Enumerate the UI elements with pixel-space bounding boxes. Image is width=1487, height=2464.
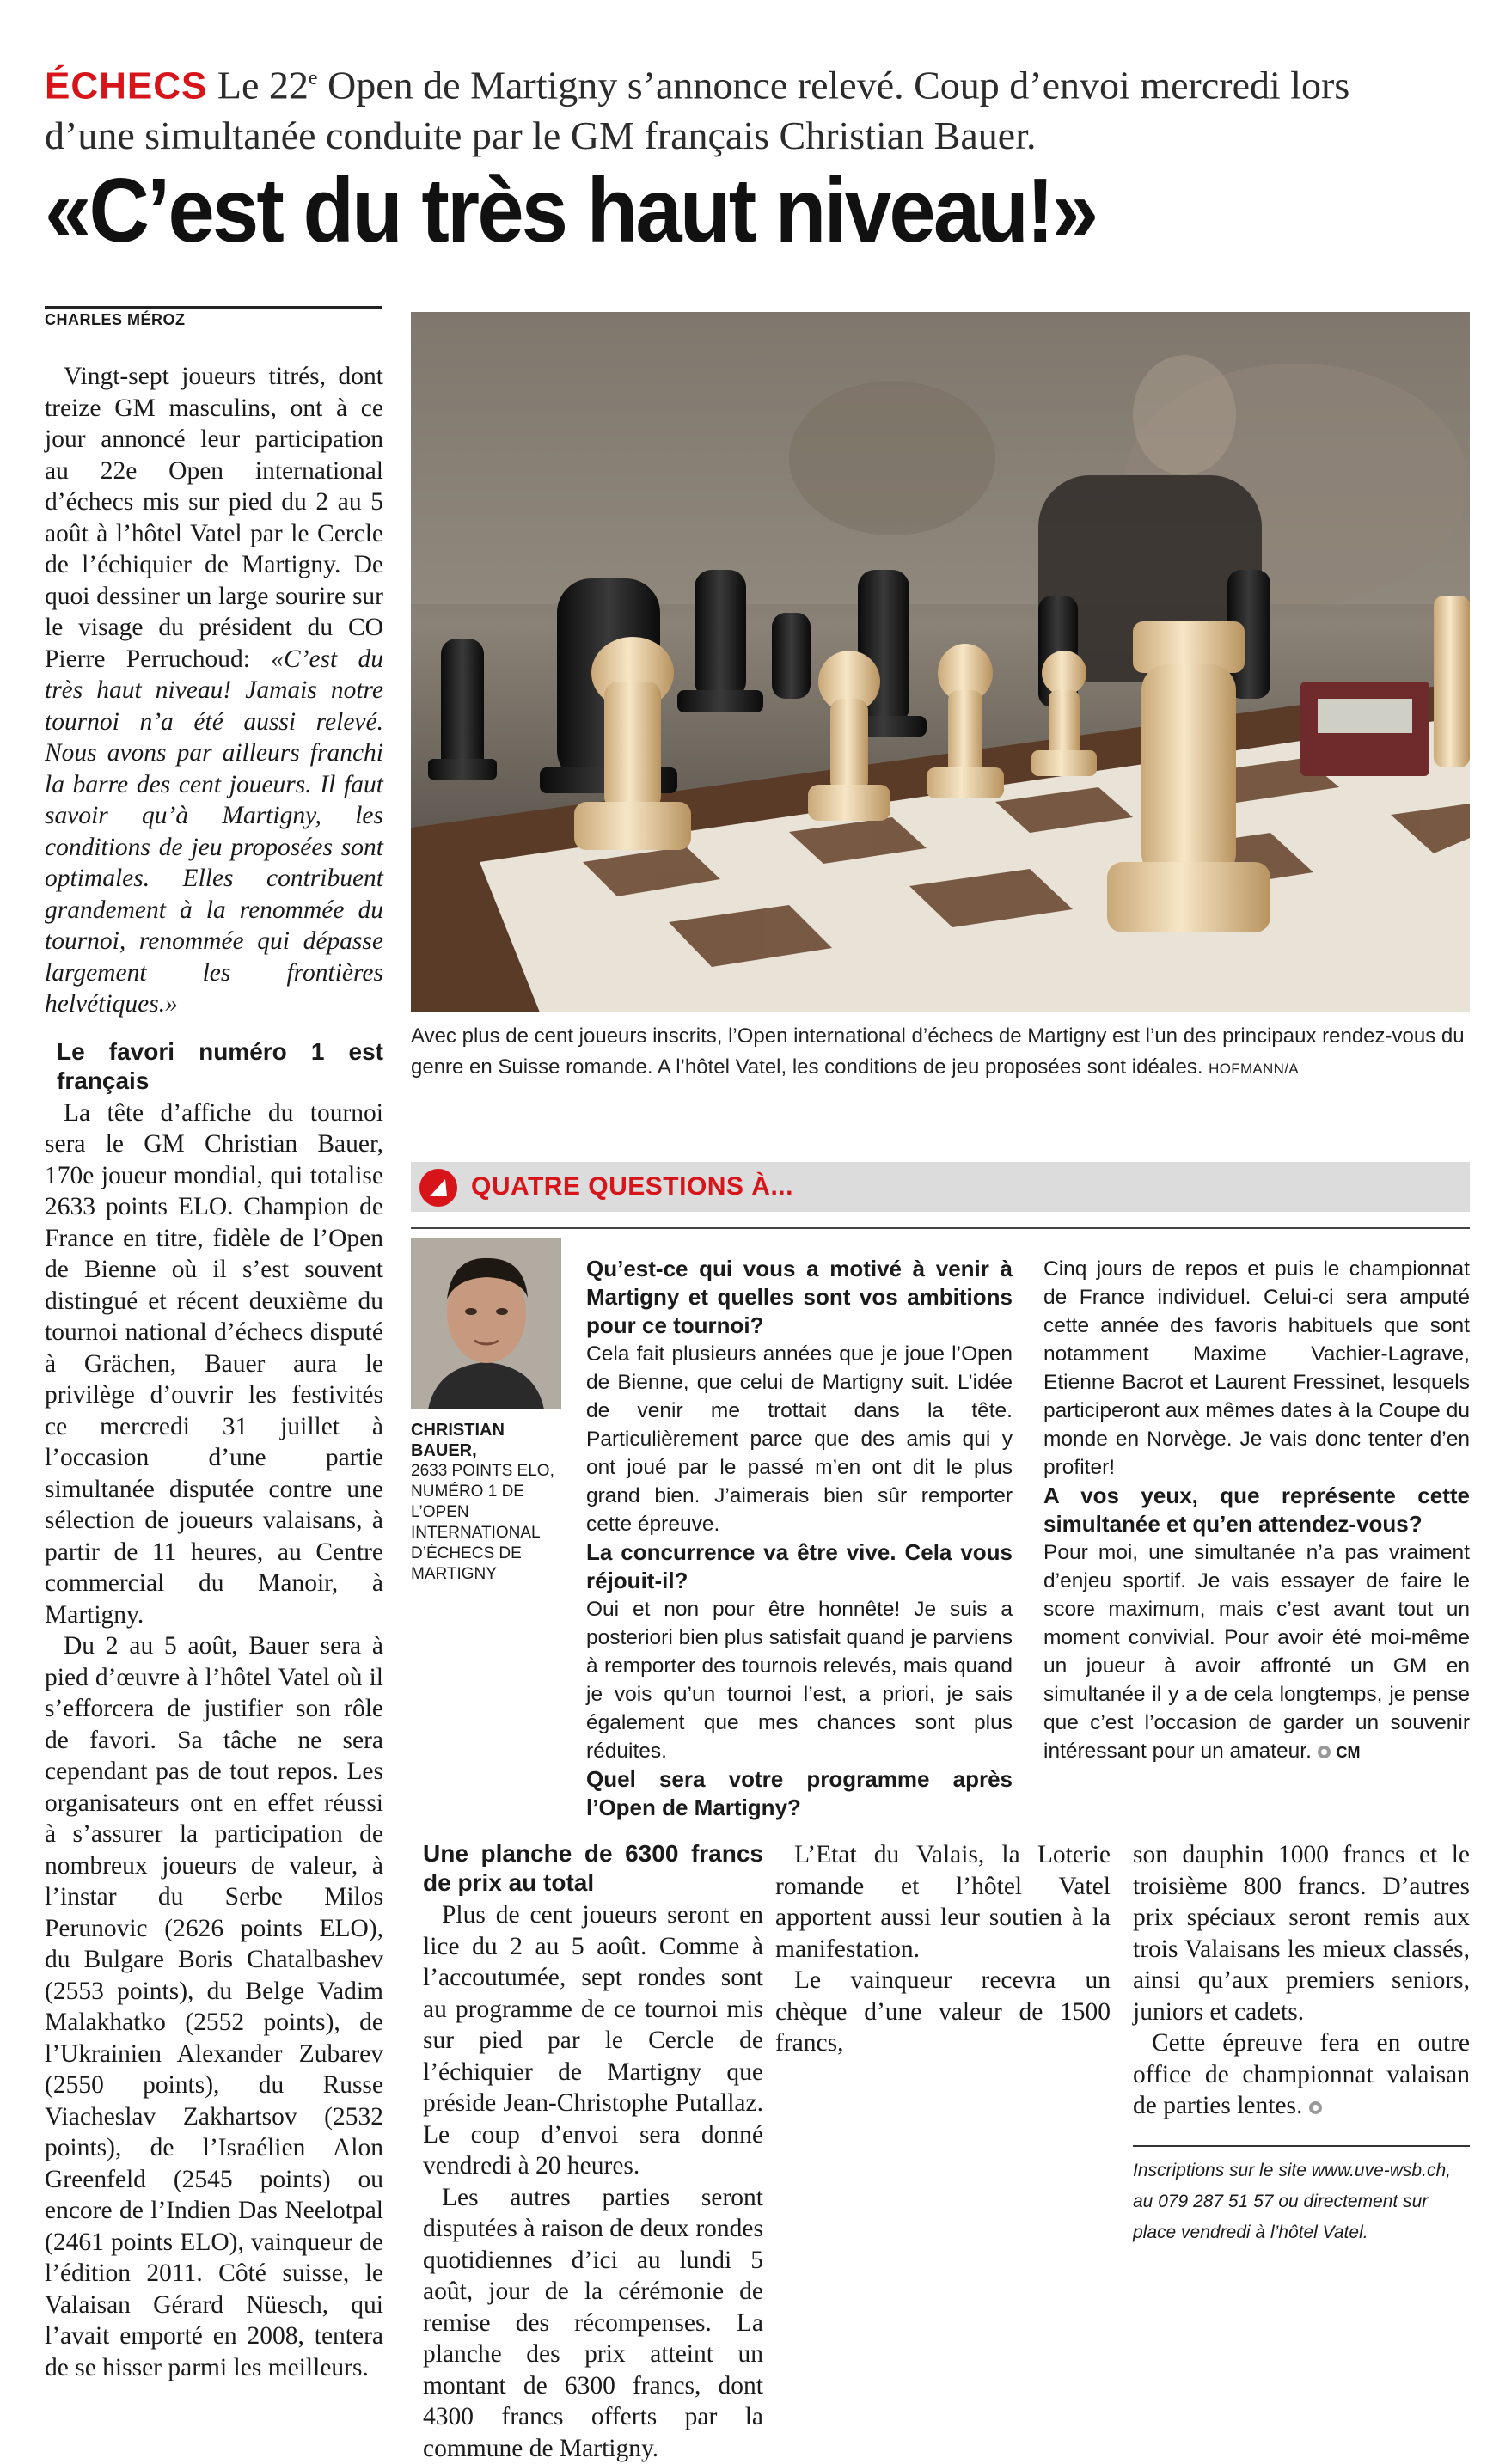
kicker-superscript: e bbox=[309, 67, 318, 89]
kicker-text: Le 22 bbox=[217, 63, 309, 107]
subhead-favori: Le favori numéro 1 est français bbox=[57, 1037, 383, 1096]
headline: «C’est du très haut niveau!» bbox=[45, 155, 1334, 266]
person-description: 2633 POINTS ELO, NUMÉRO 1 DE L’OPEN INTERNATIONAL D’ÉCHECS DE MARTIGNY bbox=[411, 1461, 557, 1585]
interview-rule bbox=[411, 1227, 1470, 1229]
bottom-column-1 bbox=[423, 1839, 763, 2464]
question-3: Quel sera votre programme après l’Open de Martigny? bbox=[586, 1765, 1013, 1822]
photo-caption bbox=[411, 1021, 1470, 1085]
bottom-column-2 bbox=[775, 1839, 1111, 2059]
info-rule bbox=[1133, 2145, 1470, 2147]
question-1: Qu’est-ce qui vous a motivé à venir à Martigny et quelles sont vos ambitions pour ce tournoi? bbox=[586, 1255, 1013, 1340]
bottom-column-3 bbox=[1133, 1839, 1470, 2122]
intro-paragraph bbox=[45, 361, 383, 1020]
paragraph-parties: Les autres parties seront disputées à raison de deux rondes quotidiennes d’ici au lundi 5 août, jour de la cérémonie de remise des récompenses. La planche des prix atteint un montant de 6300 francs, dont 4300 francs offerts par la commune de Martigny. bbox=[423, 2182, 763, 2464]
author-rule bbox=[45, 306, 382, 309]
answer-3: Cinq jours de repos et puis le championnat de France individuel. Celui-ci sera amputé cette année des favoris habituels que sont notamment Maxime Vachier-Lagrave, Etienne Bacrot et Laurent Fressinet, lesquels participeront aux mêmes dates à la Coupe du monde en Norvège. Je vais donc tenter d’en profiter! bbox=[1043, 1255, 1470, 1482]
photo-credit: HOFMANN/A bbox=[1209, 1061, 1299, 1077]
interview-title: QUATRE QUESTIONS À... bbox=[471, 1172, 793, 1201]
kicker bbox=[45, 53, 1446, 161]
question-2: La concurrence va être vive. Cela vous réjouit-il? bbox=[586, 1538, 1013, 1595]
subhead-planche: Une planche de 6300 francs de prix au total bbox=[423, 1839, 763, 1898]
answer-4-block bbox=[1043, 1538, 1470, 1767]
answer-2: Oui et non pour être honnête! Je suis a posteriori bien plus satisfait quand je parviens à remporter des tournois relevés, mais quand je vois qu’un tournoi l’est, a priori, je sais également que mes chances sont plus réduites. bbox=[586, 1595, 1013, 1765]
paragraph-participants: Du 2 au 5 août, Bauer sera à pied d’œuvre à l’hôtel Vatel où il s’efforcera de justifier son rôle de favori. Sa tâche ne sera cependant pas de tout repos. Les organisateurs ont en effet réussi à s’assurer la participation de nombreux joueurs de valeur, à l’instar du Serbe Milos Perunovic (2626 points ELO), du Bulgare Boris Chatalbashev (2553 points), du Belge Vadim Malakhatko (2552 points), de l’Ukrainien Alexander Zubarev (2550 points), du Russe Viacheslav Zakhartsov (2532 points), de l’Israélien Alon Greenfeld (2545 points) ou encore de l’Indien Das Neelotpal (2461 points ELO), vainqueur de l’édition 2011. Côté suisse, le Valaisan Gérard Nüesch, qui l’avait emporté en 2008, tentera de se hisser parmi les meilleurs. bbox=[45, 1630, 383, 2383]
rubric-label: ÉCHECS bbox=[45, 64, 207, 107]
chess-photo-image bbox=[411, 312, 1470, 1012]
intro-quote: «C’est du très haut niveau! Jamais notre tournoi n’a été aussi relevé. Nous avons par ailleurs franchi la barre des cent joueurs. Il faut savoir qu’à Martigny, les conditions de jeu proposées sont optimales. Elles contribuent grandement à la renommée du tournoi, renommée qui dépasse largement les frontières helvétiques.» bbox=[45, 645, 383, 1018]
interview-signature: CM bbox=[1337, 1744, 1361, 1761]
chess-photo bbox=[411, 312, 1470, 1012]
answer-1: Cela fait plusieurs années que je joue l’Open de Bienne, que celui de Martigny suit. L’idée de venir me trottait dans la tête. Particulièrement parce que des amis qui y ont joué par le passé m’en ont dit le plus grand bien. J’aimerais bien sûr remporter cette épreuve. bbox=[586, 1340, 1013, 1538]
paragraph-prix: son dauphin 1000 francs et le troisième 800 francs. D’autres prix spéciaux seront remis aux trois Valaisans les mieux classés, ainsi qu’aux premiers seniors, juniors et cadets. bbox=[1133, 1839, 1470, 2027]
registration-info: Inscriptions sur le site www.uve-wsb.ch, au 079 287 51 57 ou directement sur place vendredi à l’hôtel Vatel. bbox=[1133, 2155, 1470, 2248]
paragraph-championnat: Cette épreuve fera en outre office de championnat valaisan de parties lentes. bbox=[1133, 2029, 1470, 2119]
interview-logo-icon bbox=[419, 1169, 457, 1207]
kicker-text-rest: Open de Martigny s’annonce relevé. Coup d’envoi mercredi lors d’une simultanée conduite par le GM français Christian Bauer. bbox=[45, 63, 1349, 157]
answer-4: Pour moi, une simultanée n’a pas vraiment d’enjeu sportif. Je vais essayer de faire le score maximum, mais c’est avant tout un moment convivial. Pour avoir été moi-même un joueur à avoir affronté un GM en simultanée il y a de cela longtemps, je pense que c’est l’occasion de garder un souvenir intéressant pour un amateur. bbox=[1043, 1541, 1470, 1763]
paragraph-championnat-block bbox=[1133, 2027, 1470, 2122]
left-column bbox=[45, 361, 383, 2383]
end-mark-icon bbox=[1318, 1746, 1331, 1758]
end-mark-icon-2 bbox=[1309, 2101, 1322, 2114]
question-4: A vos yeux, que représente cette simultanée et qu’en attendez-vous? bbox=[1043, 1482, 1470, 1538]
portrait-photo bbox=[411, 1238, 561, 1409]
interview-column-2 bbox=[1043, 1255, 1470, 1767]
paragraph-favori: La tête d’affiche du tournoi sera le GM Christian Bauer, 170e joueur mondial, qui totalise 2633 points ELO. Champion de France en titre, fidèle de l’Open de Bienne où il s’est souvent distingué et récent deuxième du tournoi national d’échecs disputé à Grächen, Bauer aura le privilège d’ouvrir les festivités ce mercredi 31 juillet à l’occasion d’une partie simultanée disputée contre une sélection de joueurs valaisans, à partir de 11 heures, au Centre commercial du Manoir, à Martigny. bbox=[45, 1097, 383, 1631]
paragraph-vainqueur: Le vainqueur recevra un chèque d’une valeur de 1500 francs, bbox=[775, 1965, 1111, 2059]
interview-column-1 bbox=[586, 1255, 1013, 1822]
person-name: CHRISTIAN BAUER, bbox=[411, 1420, 557, 1461]
author-byline: CHARLES MÉROZ bbox=[45, 311, 186, 329]
paragraph-rondes: Plus de cent joueurs seront en lice du 2 au 5 août. Comme à l’accoutumée, sept rondes sont au programme de ce tournoi mis sur pied par le Cercle de l’échiquier de Martigny que préside Jean-Christophe Putallaz. Le coup d’envoi sera donné vendredi à 20 heures. bbox=[423, 1899, 763, 2182]
photo-caption-text: Avec plus de cent joueurs inscrits, l’Open international d’échecs de Martigny est l’un des principaux rendez-vous du genre en Suisse romande. A l’hôtel Vatel, les conditions de jeu proposées sont idéales. bbox=[411, 1024, 1465, 1079]
intro-text: Vingt-sept joueurs titrés, dont treize GM masculins, ont à ce jour annoncé leur participation au 22e Open international d’échecs mis sur pied du 2 au 5 août à l’hôtel Vatel par le Cercle de l’échiquier de Martigny. De quoi dessiner un large sourire sur le visage du président du CO Pierre Perruchoud: bbox=[45, 363, 383, 673]
paragraph-soutien: L’Etat du Valais, la Loterie romande et l’hôtel Vatel apportent aussi leur soutien à la manifestation. bbox=[775, 1839, 1111, 1965]
